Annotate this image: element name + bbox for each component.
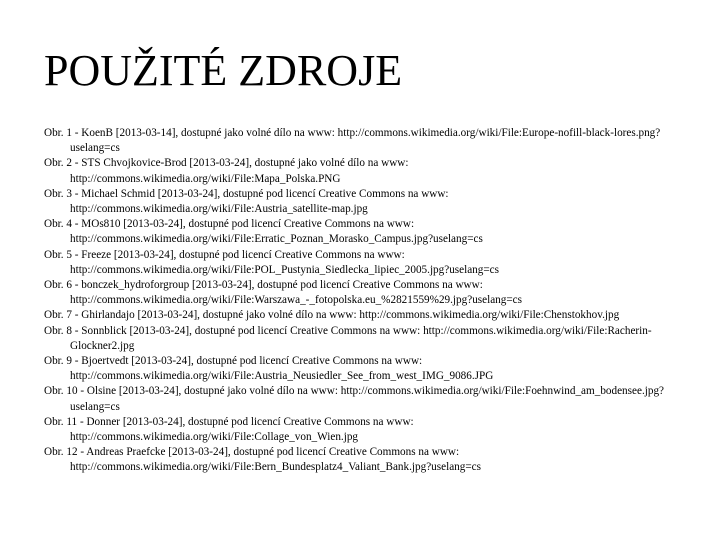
source-item: Obr. 10 - Olsine [2013-03-24], dostupné jako volné dílo na www: http://commons.wikimedia.org/wiki/File:Foehnwind_am_bodensee.jpg?uselang=cs	[44, 385, 664, 413]
source-item: Obr. 11 - Donner [2013-03-24], dostupné pod licencí Creative Commons na www: http://commons.wikimedia.org/wiki/File:Collage_von_Wien.jpg	[44, 415, 414, 444]
source-item: Obr. 5 - Freeze [2013-03-24], dostupné pod licencí Creative Commons na www: http://commons.wikimedia.org/wiki/File:POL_Pustynia_Siedlecka_lipiec_2005.jpg?uselang=cs	[44, 248, 500, 276]
source-item: Obr. 6 - bonczek_hydroforgroup [2013-03-24], dostupné pod licencí Creative Commons na www: http://commons.wikimedia.org/wiki/File:Warszawa_-_fotopolska.eu_%2821559%29.jpg?uselang=cs	[44, 279, 522, 307]
slide-title: POUŽITÉ ZDROJE	[44, 46, 403, 95]
source-item: Obr. 3 - Michael Schmid [2013-03-24], dostupné pod licencí Creative Commons na www: http://commons.wikimedia.org/wiki/File:Austria_satellite-map.jpg	[44, 187, 449, 216]
source-item: Obr. 1 - KoenB [2013-03-14], dostupné jako volné dílo na www: http://commons.wikimedia.org/wiki/File:Europe-nofill-black-lores.png?uselang=cs	[44, 127, 661, 155]
source-item: Obr. 12 - Andreas Praefcke [2013-03-24], dostupné pod licencí Creative Commons na www: http://commons.wikimedia.org/wiki/File:Bern_Bundesplatz4_Valiant_Bank.jpg?uselang=cs	[44, 446, 481, 474]
source-item: Obr. 7 - Ghirlandajo [2013-03-24], dostupné jako volné dílo na www: http://commons.wikimedia.org/wiki/File:Chenstokhov.jpg	[44, 309, 620, 322]
source-item: Obr. 2 - STS Chvojkovice-Brod [2013-03-24], dostupné jako volné dílo na www: http://commons.wikimedia.org/wiki/File:Mapa_Polska.PNG	[44, 157, 409, 185]
source-item: Obr. 4 - MOs810 [2013-03-24], dostupné pod licencí Creative Commons na www: http://commons.wikimedia.org/wiki/File:Erratic_Poznan_Morasko_Campus.jpg?uselang=cs	[44, 218, 483, 246]
source-item: Obr. 9 - Bjoertvedt [2013-03-24], dostupné pod licencí Creative Commons na www: http://commons.wikimedia.org/wiki/File:Austria_Neusiedler_See_from_west_IMG_9086.JPG	[44, 355, 494, 383]
sources-list	[44, 126, 674, 476]
source-item: Obr. 8 - Sonnblick [2013-03-24], dostupné pod licencí Creative Commons na www: http://commons.wikimedia.org/wiki/File:Racherin-Glockner2.jpg	[44, 324, 652, 352]
